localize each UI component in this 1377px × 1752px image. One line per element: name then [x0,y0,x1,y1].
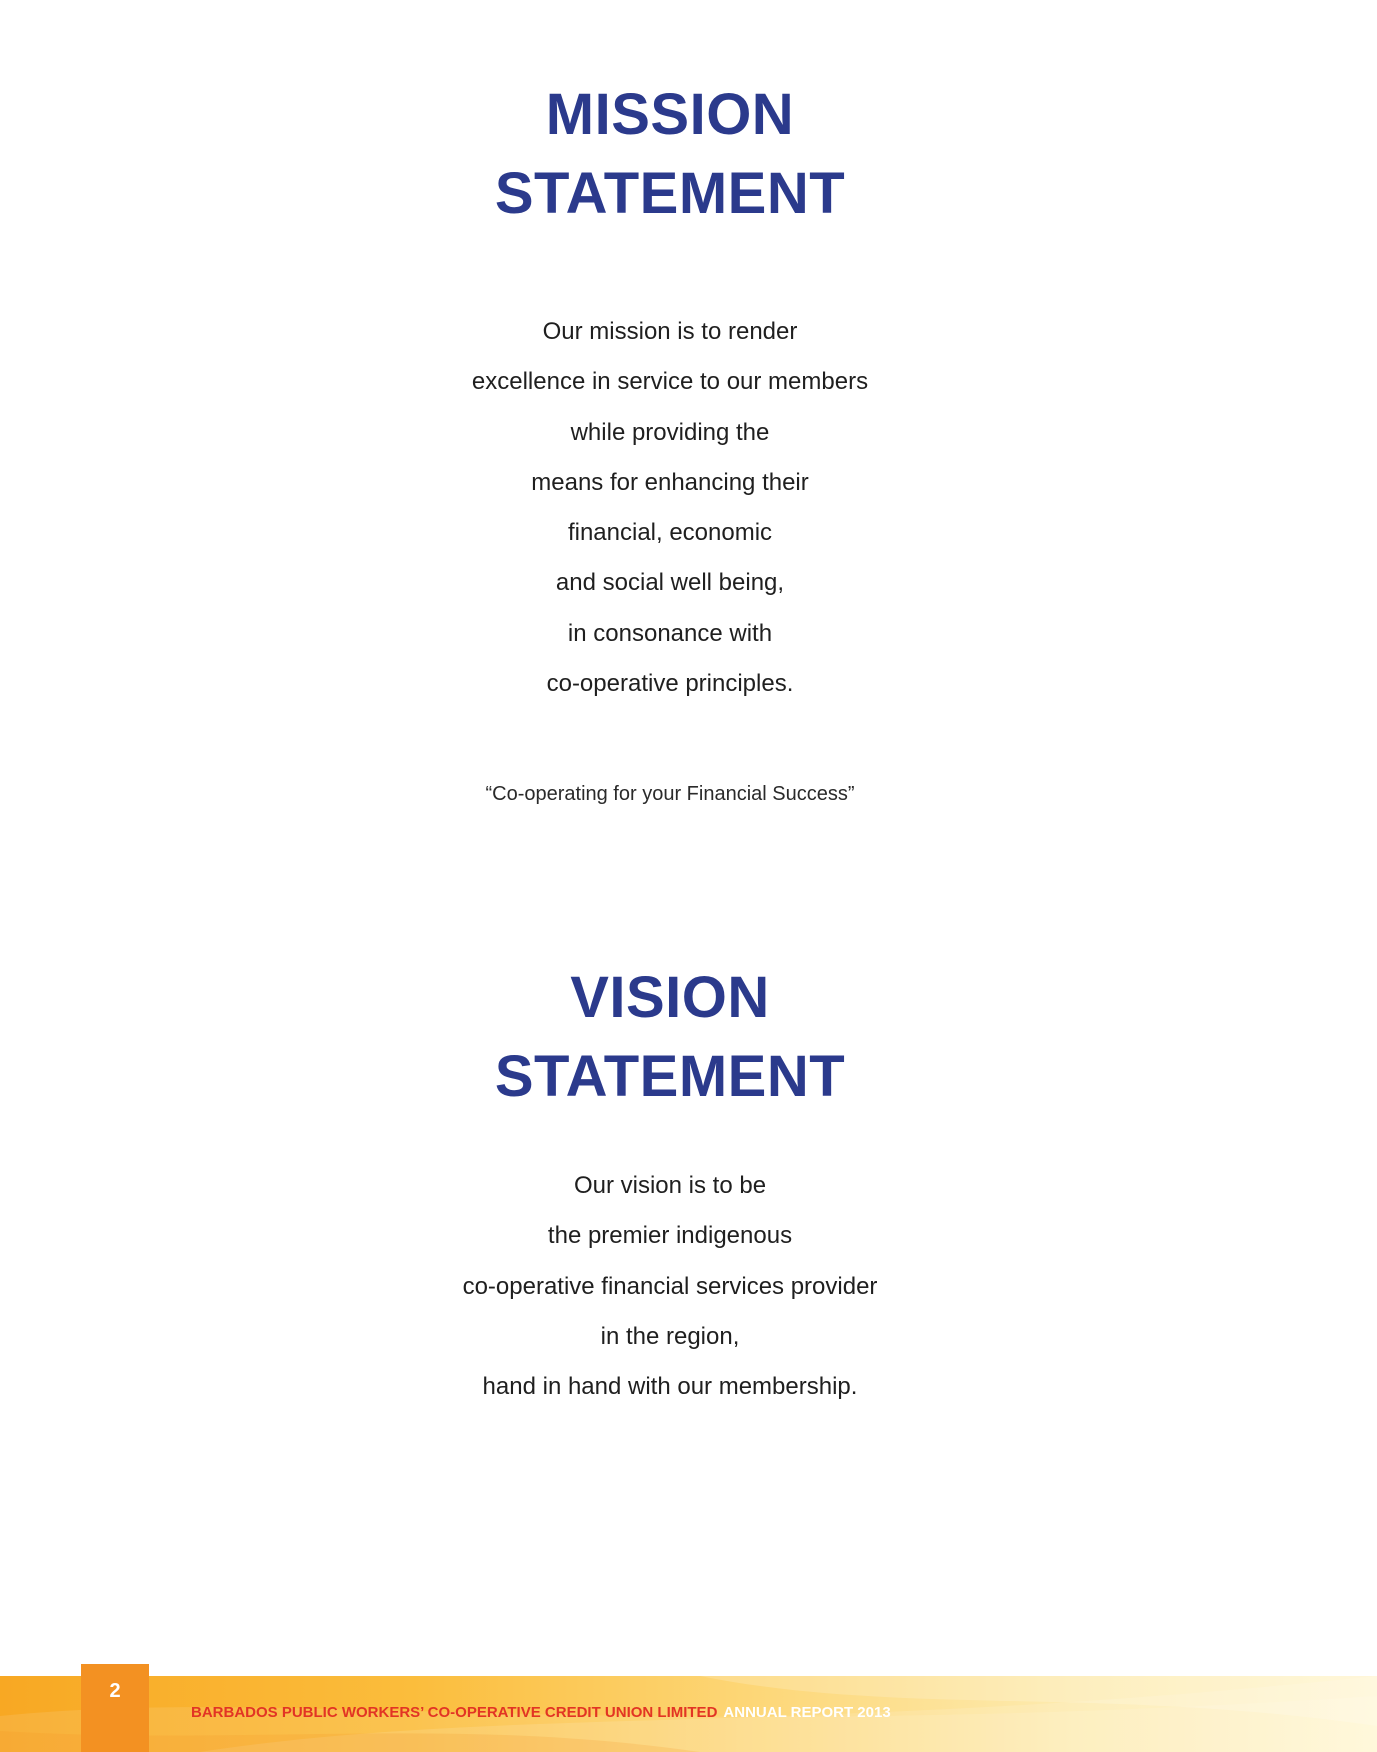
mission-slogan: “Co-operating for your Financial Success” [485,783,855,805]
page-number-tab [81,1664,149,1752]
vision-body-line: in the region, [600,1322,740,1350]
mission-body-line: co-operative principles. [546,670,794,698]
report-label: ANNUAL REPORT 2013 [723,1704,891,1721]
vision-body-line: Our vision is to be [573,1172,767,1199]
page-number: 2 [109,1680,121,1702]
mission-body-line: in consonance with [567,619,773,647]
mission-body-line: Our mission is to render [542,318,798,345]
mission-heading-line-2: STATEMENT [494,161,846,226]
mission-body-line: means for enhancing their [531,468,809,496]
vision-body [0,1161,1340,1412]
vision-heading-line-2: STATEMENT [494,1044,846,1109]
mission-body-line: excellence in service to our members [471,368,869,396]
vision-body-line: hand in hand with our membership. [482,1373,858,1401]
organization-name: BARBADOS PUBLIC WORKERS’ CO-OPERATIVE CREDIT UNION LIMITED [191,1704,718,1721]
vision-body-line: the premier indigenous [547,1222,793,1250]
mission-heading [0,75,1340,233]
footer-caption [191,1701,891,1725]
mission-body [0,307,1340,709]
mission-body-line: financial, economic [567,519,773,547]
vision-heading-line-1: VISION [570,965,770,1030]
mission-body-line: and social well being, [555,569,785,597]
mission-heading-line-1: MISSION [545,82,795,147]
vision-heading [0,958,1340,1116]
vision-body-line: co-operative financial services provider [462,1272,878,1300]
mission-body-line: while providing the [570,418,770,446]
